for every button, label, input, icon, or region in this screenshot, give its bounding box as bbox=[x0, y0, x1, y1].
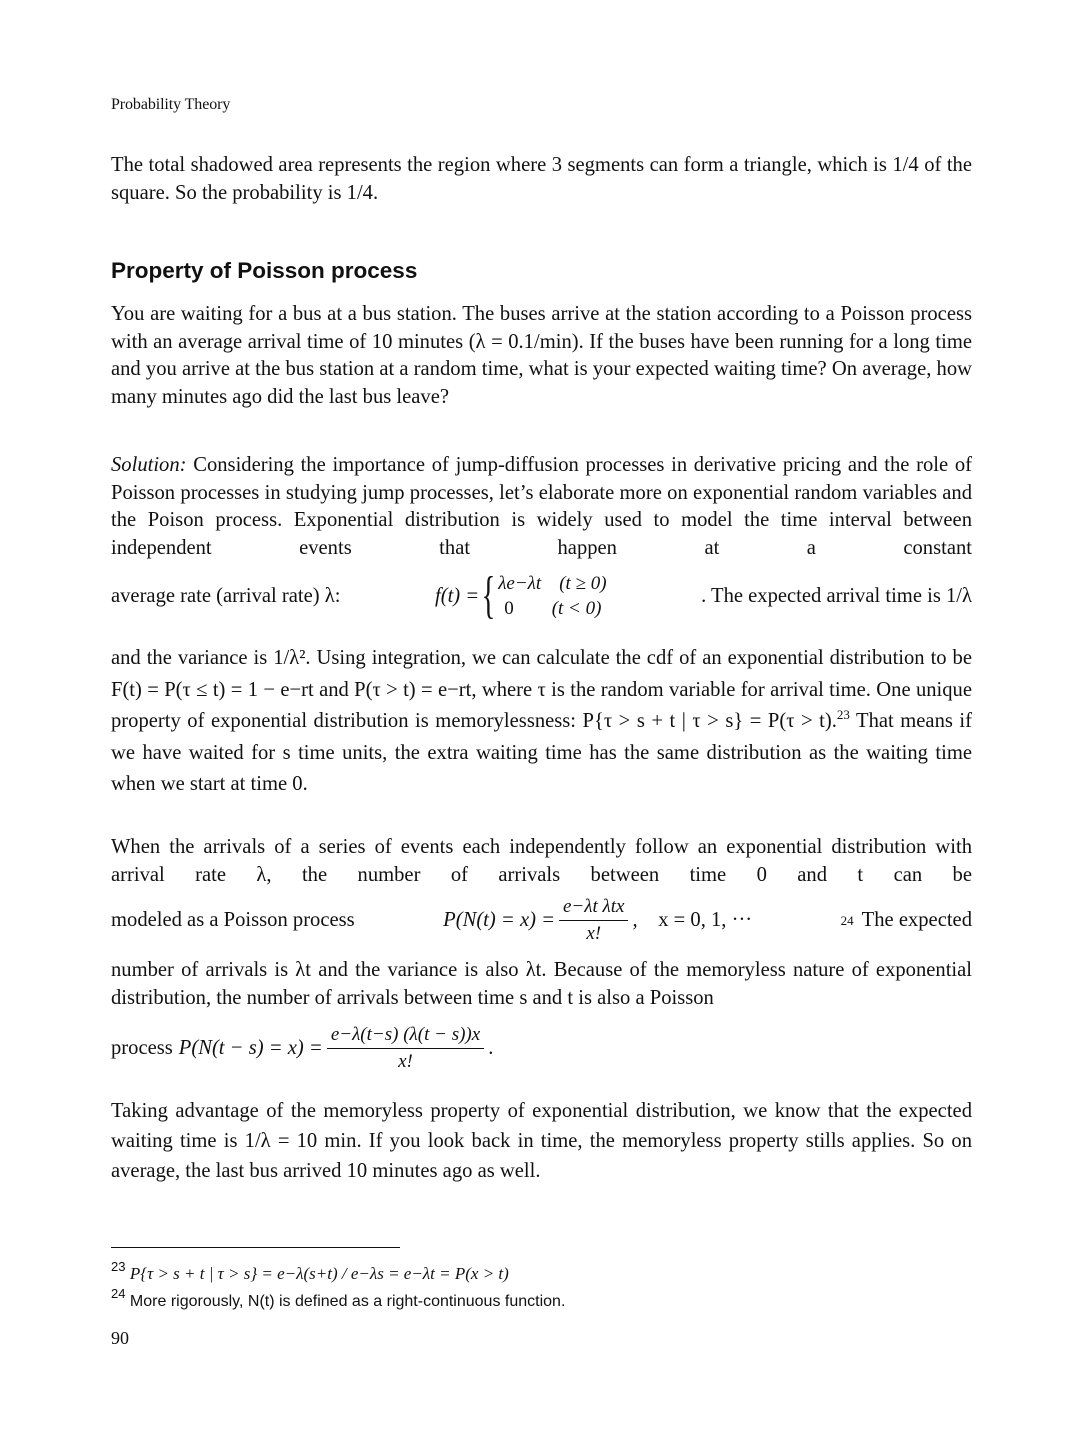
pdf-suffix: . The expected arrival time is 1/λ bbox=[701, 584, 972, 607]
poisson-numerator: e−λt λtx bbox=[559, 896, 628, 921]
interval-end: . bbox=[488, 1037, 494, 1059]
pdf-formula bbox=[435, 567, 607, 624]
poisson-suffix-group: 24 The expected bbox=[840, 909, 972, 931]
pdf-prefix: average rate (arrival rate) λ: bbox=[111, 584, 341, 607]
footnote-24 bbox=[111, 1286, 972, 1311]
footnote-ref-23: 23 bbox=[836, 707, 850, 722]
poisson-prefix: modeled as a Poisson process bbox=[111, 909, 355, 931]
solution-label: Solution: bbox=[111, 454, 187, 476]
poisson-interval-equation-line bbox=[111, 1024, 972, 1073]
intro-paragraph: The total shadowed area represents the region where 3 segments can form a triangle, which is 1/4 of the square. So the probability is 1/4. bbox=[111, 154, 972, 204]
poisson-suffix: The expected bbox=[861, 909, 972, 931]
solution-paragraph-1 bbox=[111, 452, 972, 562]
solution-paragraph-5: Taking advantage of the memoryless property of exponential distribution, we know that the expected waiting time is 1/λ = 10 min. If you look back in time, the memoryless property stills applies. So on average, the last bus arrived 10 minutes ago as well. bbox=[111, 1100, 972, 1182]
pdf-lhs: f(t) = bbox=[435, 584, 480, 607]
pdf-case-2-cond: (t < 0) bbox=[551, 598, 602, 619]
poisson-fraction bbox=[559, 896, 628, 945]
pdf-case-2-expr: 0 bbox=[504, 598, 514, 619]
section-title: Property of Poisson process bbox=[111, 258, 418, 283]
interval-formula bbox=[179, 1024, 494, 1073]
solution-paragraph-4: number of arrivals is λt and the variance is also λt. Because of the memoryless nature of exponential distribution, the number of arrivals between time s and t is also a Poisson bbox=[111, 959, 972, 1009]
poisson-equation-line bbox=[111, 896, 972, 945]
poisson-formula bbox=[443, 896, 752, 945]
interval-fraction bbox=[327, 1024, 484, 1073]
pdf-case-1-expr: λe−λt bbox=[498, 573, 542, 594]
pdf-equation-line bbox=[111, 567, 972, 624]
interval-numerator: e−λ(t−s) (λ(t − s))x bbox=[327, 1024, 484, 1049]
footnote-23-mark: 23 bbox=[111, 1259, 126, 1274]
interval-denominator: x! bbox=[398, 1051, 413, 1072]
interval-prefix: process bbox=[111, 1037, 173, 1059]
footnote-23 bbox=[111, 1259, 972, 1284]
solution-text-2a: and the variance is 1/λ². Using integration, we can calculate the cdf of an exponential distribution to be F(t) = P(τ ≤ t) = 1 − e−rt and P(τ > t) = e−rt, where τ is the random variable for arrival time. One unique property of exponential distribution is memorylessness: P{τ > s + t | τ > s} = P(τ > t). bbox=[111, 647, 972, 732]
pdf-case-1-cond: (t ≥ 0) bbox=[559, 573, 607, 594]
footnote-24-mark: 24 bbox=[111, 1286, 126, 1301]
footnote-23-text: P{τ > s + t | τ > s} = e−λ(s+t) / e−λs = e−λt = P(x > t) bbox=[129, 1264, 509, 1283]
solution-text-2b: That means if we have waited for s time units, the extra waiting time has the same distribution as the waiting time when we start at time 0. bbox=[111, 710, 972, 795]
poisson-lhs: P(N(t) = x) = bbox=[443, 909, 555, 931]
footnote-24-text: More rigorously, N(t) is defined as a right-continuous function. bbox=[129, 1293, 566, 1310]
left-brace-icon: { bbox=[481, 567, 496, 624]
solution-paragraph-3: When the arrivals of a series of events each independently follow an exponential distribution with arrival rate λ, the number of arrivals between time 0 and t can be bbox=[111, 836, 972, 886]
interval-lhs: P(N(t − s) = x) = bbox=[178, 1037, 323, 1059]
book-page bbox=[111, 0, 972, 1432]
poisson-denominator: x! bbox=[586, 923, 602, 944]
page-number: 90 bbox=[111, 1328, 129, 1348]
pdf-cases bbox=[498, 571, 606, 621]
poisson-range: , x = 0, 1, ··· bbox=[632, 909, 753, 931]
solution-paragraph-2 bbox=[111, 643, 972, 801]
solution-text-1: Considering the importance of jump-diffusion processes in derivative pricing and the role of Poisson processes in studying jump processes, let’s elaborate more on exponential random variables and the Poison process. Exponential distribution is widely used to model the time interval between independent events that happen at a constant bbox=[111, 454, 973, 559]
footnote-divider bbox=[111, 1247, 400, 1248]
running-header: Probability Theory bbox=[111, 96, 231, 113]
problem-paragraph: You are waiting for a bus at a bus station. The buses arrive at the station according to a Poisson process with an average arrival time of 10 minutes (λ = 0.1/min). If the buses have been running for a long time and you arrive at the bus station at a random time, what is your expected waiting time? On average, how many minutes ago did the last bus leave? bbox=[111, 303, 972, 408]
